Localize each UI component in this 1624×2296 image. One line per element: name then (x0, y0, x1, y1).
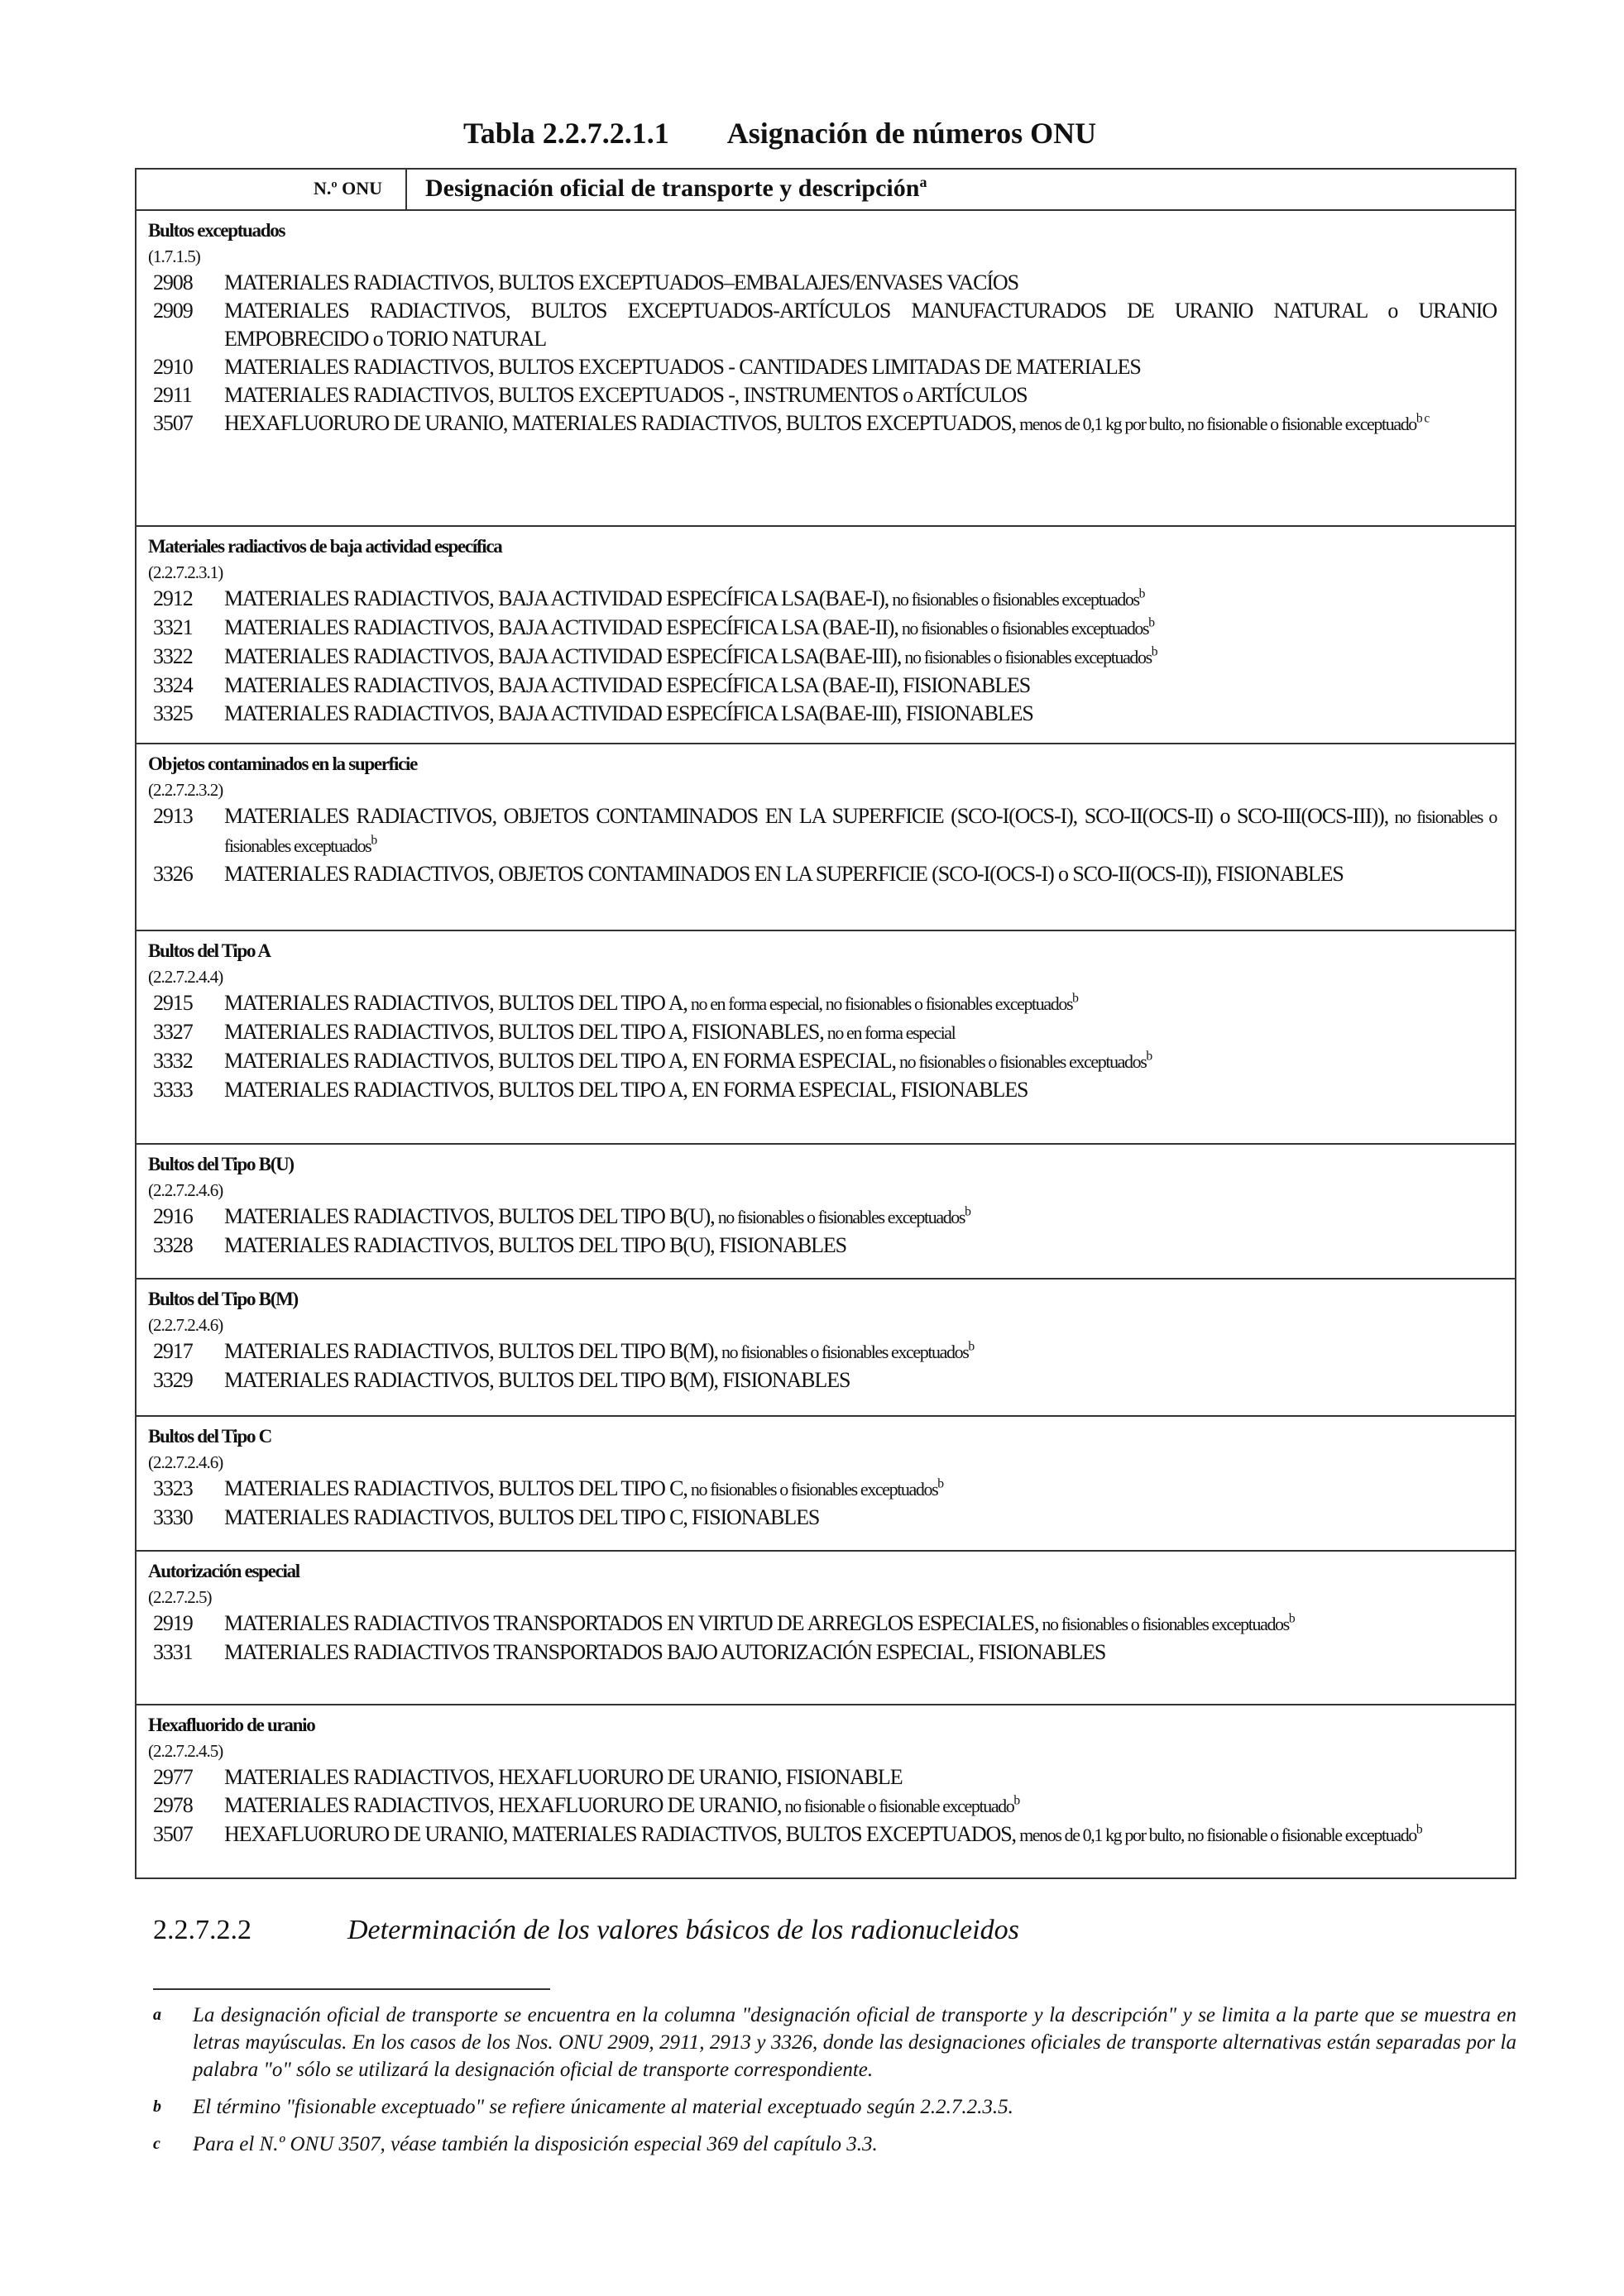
un-number: 3321 (153, 615, 193, 639)
table-row (148, 1763, 1497, 1791)
un-number: 2919 (153, 1611, 193, 1635)
designation-cell (224, 585, 1497, 614)
designation-text: MATERIALES RADIACTIVOS, BULTOS DEL TIPO B(M), FISIONABLES (224, 1368, 850, 1392)
designation-text: MATERIALES RADIACTIVOS, BULTOS EXCEPTUADOS-ARTÍCULOS MANUFACTURADOS DE URANIO NATURAL o URANIO EMPOBRECIDO o TORIO NATURAL (224, 299, 1497, 351)
un-number: 2977 (153, 1765, 193, 1789)
section-title: Determinación de los valores básicos de los radionucleidos (347, 1915, 1019, 1945)
designation-cell (224, 1475, 1497, 1504)
designation-description: no fisionables o fisionables exceptuados (687, 1479, 938, 1500)
designation-cell (224, 614, 1497, 643)
designation-cell (224, 1791, 1497, 1820)
designation-description: no fisionables o fisionables exceptuados (895, 1051, 1147, 1072)
designation-text: MATERIALES RADIACTIVOS, BULTOS EXCEPTUADOS - CANTIDADES LIMITADAS DE MATERIALES (224, 355, 1141, 379)
header-designation (407, 170, 927, 209)
un-number: 2908 (153, 270, 193, 294)
section-title: Hexafluorido de uranio (148, 1715, 315, 1735)
designation-text: MATERIALES RADIACTIVOS, BULTOS EXCEPTUADOS -, INSTRUMENTOS o ARTÍCULOS (224, 383, 1028, 407)
un-number: 2910 (153, 355, 193, 379)
designation-description: no fisionables o fisionables exceptuados (714, 1207, 965, 1227)
designation-cell (224, 1337, 1497, 1366)
designation-text: MATERIALES RADIACTIVOS, BULTOS DEL TIPO C, FISIONABLES (224, 1505, 820, 1529)
footnote-mark: b c (1416, 411, 1430, 426)
section-title: Materiales radiactivos de baja actividad específica (148, 536, 502, 557)
section-heading (153, 1915, 1019, 1946)
designation-cell (224, 1763, 1497, 1791)
table-row (148, 1018, 1497, 1047)
un-number: 3328 (153, 1233, 193, 1257)
section-title: Bultos del Tipo B(M) (148, 1289, 298, 1309)
designation-text: MATERIALES RADIACTIVOS, BAJA ACTIVIDAD ESPECÍFICA LSA (BAE-II), FISIONABLES (224, 673, 1031, 697)
footnote-mark: b (1151, 644, 1157, 659)
table-row (148, 1047, 1497, 1076)
table-row (148, 1337, 1497, 1366)
table-row (148, 700, 1497, 728)
footnote-mark: b (1288, 1611, 1295, 1626)
un-number: 2978 (153, 1793, 193, 1817)
designation-cell (224, 409, 1497, 438)
section-reference: (2.2.7.2.4.4) (148, 967, 223, 987)
un-number: 2911 (153, 383, 192, 407)
section-reference: (2.2.7.2.3.1) (148, 562, 223, 582)
section-title: Objetos contaminados en la superficie (148, 753, 417, 774)
section-reference: (2.2.7.2.5) (148, 1587, 212, 1607)
designation-description: no fisionable o fisionable exceptuado (781, 1796, 1014, 1816)
header-designation-text: Designación oficial de transporte y descripción (425, 175, 920, 202)
un-number: 3332 (153, 1049, 193, 1073)
table-row (148, 585, 1497, 614)
table-row (148, 1475, 1497, 1504)
un-number: 2916 (153, 1204, 193, 1228)
footnote (153, 2002, 1516, 2083)
designation-cell (224, 1366, 1497, 1394)
un-number: 2909 (153, 299, 193, 323)
table-row (148, 353, 1497, 381)
footnote (153, 2093, 1516, 2121)
un-number: 3325 (153, 701, 193, 725)
designation-cell (224, 1504, 1497, 1532)
table-row (148, 989, 1497, 1018)
designation-cell (224, 860, 1497, 888)
table-row (148, 381, 1497, 409)
footnote-mark: b (1138, 586, 1145, 601)
table-row (148, 1232, 1497, 1260)
un-number: 3507 (153, 411, 193, 435)
designation-text: MATERIALES RADIACTIVOS, BULTOS DEL TIPO A, EN FORMA ESPECIAL, FISIONABLES (224, 1078, 1028, 1102)
designation-text: MATERIALES RADIACTIVOS, BAJA ACTIVIDAD ESPECÍFICA LSA(BAE-I), (224, 586, 889, 610)
designation-cell (224, 1047, 1497, 1076)
designation-text: MATERIALES RADIACTIVOS, BULTOS DEL TIPO A, FISIONABLES, (224, 1020, 824, 1044)
table-section (137, 527, 1515, 744)
un-number: 3323 (153, 1476, 193, 1500)
designation-cell (224, 700, 1497, 728)
un-number: 3327 (153, 1020, 193, 1044)
table-row (148, 1076, 1497, 1104)
footnote-mark: a (153, 2006, 161, 2024)
footnote-mark: b (1148, 615, 1154, 630)
table-row (148, 1366, 1497, 1394)
table-row (148, 1791, 1497, 1820)
designation-description: menos de 0,1 kg por bulto, no fisionable o fisionable exceptuado (1015, 1825, 1416, 1845)
section-title: Bultos del Tipo C (148, 1426, 271, 1447)
footnote-mark: b (965, 1204, 970, 1219)
designation-text: MATERIALES RADIACTIVOS, OBJETOS CONTAMINADOS EN LA SUPERFICIE (SCO-I(OCS-I) o SCO-II(OCS-II)), FISIONABLES (224, 862, 1344, 886)
table-row (148, 1638, 1497, 1667)
footnote-mark: b (1072, 991, 1078, 1006)
table-row (148, 802, 1497, 860)
table-header (137, 170, 1515, 211)
section-number: 2.2.7.2.2 (153, 1915, 252, 1945)
section-title: Bultos exceptuados (148, 220, 285, 241)
un-number: 3324 (153, 673, 193, 697)
designation-cell (224, 1076, 1497, 1104)
header-footnote-mark: a (919, 174, 927, 190)
footnote-mark: b (1013, 1793, 1020, 1808)
table-section (137, 931, 1515, 1145)
table-number: Tabla 2.2.7.2.1.1 (463, 117, 669, 150)
un-number: 3322 (153, 644, 193, 668)
designation-cell (224, 1820, 1497, 1849)
footnotes (153, 2002, 1516, 2168)
section-title: Autorización especial (148, 1561, 299, 1581)
table-row (148, 269, 1497, 297)
table-section (137, 1705, 1515, 1877)
section-reference: (2.2.7.2.4.6) (148, 1315, 223, 1335)
designation-cell (224, 381, 1497, 409)
un-number: 2915 (153, 991, 193, 1015)
footnote-text: El término "fisionable exceptuado" se refiere únicamente al material exceptuado según 2.2.7.2.3.5. (193, 2096, 1013, 2118)
table-row (148, 1504, 1497, 1532)
footnote-mark: b (1416, 1822, 1422, 1837)
designation-description: no en forma especial (823, 1022, 956, 1043)
un-number-table (135, 168, 1516, 1879)
designation-description: no fisionables o fisionables exceptuados (889, 589, 1139, 610)
table-row (148, 1610, 1497, 1638)
un-number: 2917 (153, 1339, 193, 1363)
footnote-mark: b (1146, 1049, 1152, 1064)
designation-cell (224, 269, 1497, 297)
footnote-mark: b (968, 1339, 975, 1354)
designation-text: MATERIALES RADIACTIVOS, BAJA ACTIVIDAD ESPECÍFICA LSA(BAE-III), (224, 644, 902, 668)
designation-description: no fisionables o fisionables exceptuados (898, 618, 1149, 639)
designation-cell (224, 672, 1497, 700)
header-un-number: N.º ONU (137, 170, 407, 209)
un-number: 2912 (153, 586, 193, 610)
section-title: Bultos del Tipo A (148, 940, 271, 961)
section-reference: (2.2.7.2.4.6) (148, 1180, 223, 1200)
designation-description: no fisionables o fisionables exceptuados (717, 1342, 969, 1362)
designation-cell (224, 802, 1497, 860)
footnote-divider (153, 1988, 550, 1990)
designation-cell (224, 1638, 1497, 1667)
designation-text: HEXAFLUORURO DE URANIO, MATERIALES RADIACTIVOS, BULTOS EXCEPTUADOS, (224, 411, 1016, 435)
designation-cell (224, 643, 1497, 672)
table-section (137, 1417, 1515, 1552)
footnote-text: Para el N.º ONU 3507, véase también la disposición especial 369 del capítulo 3.3. (193, 2133, 878, 2155)
table-row (148, 672, 1497, 700)
section-reference: (2.2.7.2.4.6) (148, 1452, 223, 1472)
designation-text: MATERIALES RADIACTIVOS TRANSPORTADOS BAJO AUTORIZACIÓN ESPECIAL, FISIONABLES (224, 1640, 1106, 1664)
designation-cell (224, 1232, 1497, 1260)
table-section (137, 1552, 1515, 1705)
designation-text: HEXAFLUORURO DE URANIO, MATERIALES RADIACTIVOS, BULTOS EXCEPTUADOS, (224, 1822, 1016, 1846)
designation-description: no fisionables o fisionables exceptuados (901, 647, 1152, 667)
designation-text: MATERIALES RADIACTIVOS TRANSPORTADOS EN VIRTUD DE ARREGLOS ESPECIALES, (224, 1611, 1039, 1635)
designation-text: MATERIALES RADIACTIVOS, BULTOS DEL TIPO C, (224, 1476, 687, 1500)
footnote (153, 2131, 1516, 2158)
table-row (148, 1820, 1497, 1849)
footnote-mark: c (153, 2135, 160, 2153)
table-row (148, 860, 1497, 888)
designation-cell (224, 1203, 1497, 1232)
designation-cell (224, 989, 1497, 1018)
un-number: 3330 (153, 1505, 193, 1529)
designation-cell (224, 1610, 1497, 1638)
table-row (148, 297, 1497, 353)
table-body (137, 211, 1515, 1877)
designation-text: MATERIALES RADIACTIVOS, BULTOS DEL TIPO B(U), FISIONABLES (224, 1233, 847, 1257)
un-number: 3326 (153, 862, 193, 886)
footnote-text: La designación oficial de transporte se encuentra en la columna "designación oficial de transporte y la descripción" y se limita a la parte que se muestra en letras mayúsculas. En los casos de los Nos. ONU 2909, 2911, 2913 y 3326, donde las designaciones oficiales de transporte alternativas están separadas por la palabra "o" sólo se utilizará la designación oficial de transporte correspondiente. (193, 2004, 1516, 2081)
un-number: 3329 (153, 1368, 193, 1392)
designation-text: MATERIALES RADIACTIVOS, BULTOS DEL TIPO B(M), (224, 1339, 718, 1363)
section-reference: (2.2.7.2.4.5) (148, 1741, 223, 1761)
section-reference: (1.7.1.5) (148, 246, 200, 266)
designation-text: MATERIALES RADIACTIVOS, BULTOS DEL TIPO A, EN FORMA ESPECIAL, (224, 1049, 896, 1073)
designation-text: MATERIALES RADIACTIVOS, BULTOS DEL TIPO A, (224, 991, 687, 1015)
footnote-mark: b (937, 1476, 943, 1491)
footnote-mark: b (371, 833, 377, 848)
footnote-mark: b (153, 2097, 161, 2116)
designation-text: MATERIALES RADIACTIVOS, OBJETOS CONTAMINADOS EN LA SUPERFICIE (SCO-I(OCS-I), SCO-II(OCS-II) o SCO-III(OCS-III)), (224, 804, 1389, 828)
designation-text: MATERIALES RADIACTIVOS, HEXAFLUORURO DE URANIO, (224, 1793, 782, 1817)
table-section (137, 1145, 1515, 1280)
un-number: 3333 (153, 1078, 193, 1102)
table-title (463, 116, 1096, 151)
table-row (148, 1203, 1497, 1232)
un-number: 3507 (153, 1822, 193, 1846)
designation-text: MATERIALES RADIACTIVOS, BULTOS EXCEPTUADOS–EMBALAJES/ENVASES VACÍOS (224, 270, 1018, 294)
designation-cell (224, 353, 1497, 381)
designation-text: MATERIALES RADIACTIVOS, HEXAFLUORURO DE URANIO, FISIONABLE (224, 1765, 903, 1789)
designation-cell (224, 297, 1497, 353)
designation-description: no en forma especial, no fisionables o fisionables exceptuados (687, 993, 1073, 1014)
section-reference: (2.2.7.2.3.2) (148, 780, 223, 800)
table-section (137, 211, 1515, 527)
designation-cell (224, 1018, 1497, 1047)
designation-description: no fisionables o fisionables exceptuados (224, 806, 1497, 856)
table-row (148, 643, 1497, 672)
table-row (148, 614, 1497, 643)
table-section (137, 1280, 1515, 1417)
designation-description: no fisionables o fisionables exceptuados (1038, 1614, 1289, 1634)
designation-description: menos de 0,1 kg por bulto, no fisionable o fisionable exceptuado (1015, 414, 1416, 434)
un-number: 2913 (153, 804, 193, 828)
un-number: 3331 (153, 1640, 193, 1664)
designation-text: MATERIALES RADIACTIVOS, BAJA ACTIVIDAD ESPECÍFICA LSA (BAE-II), (224, 615, 898, 639)
table-row (148, 409, 1497, 438)
table-section (137, 744, 1515, 931)
table-title-text: Asignación de números ONU (726, 117, 1097, 150)
designation-text: MATERIALES RADIACTIVOS, BULTOS DEL TIPO B(U), (224, 1204, 715, 1228)
section-title: Bultos del Tipo B(U) (148, 1154, 294, 1174)
designation-text: MATERIALES RADIACTIVOS, BAJA ACTIVIDAD ESPECÍFICA LSA(BAE-III), FISIONABLES (224, 701, 1033, 725)
